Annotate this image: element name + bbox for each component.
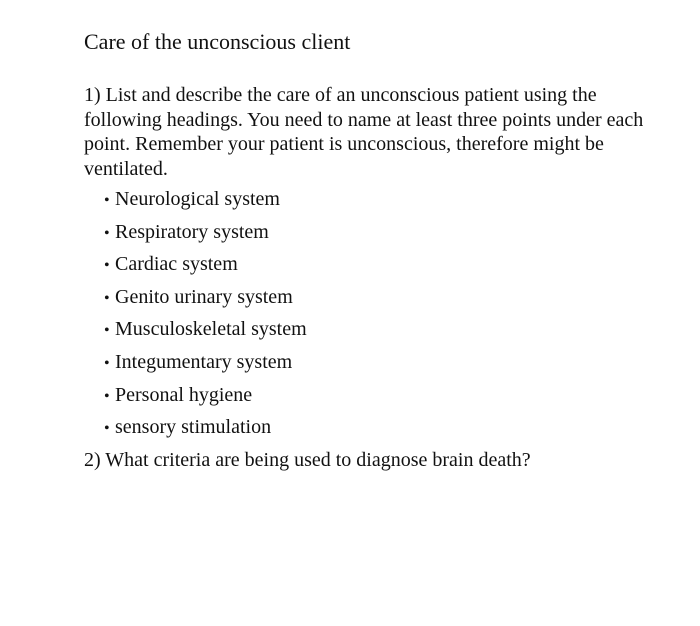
list-item-label: sensory stimulation	[115, 416, 272, 439]
bullet-icon: •	[104, 257, 110, 275]
list-item	[104, 380, 644, 413]
bullet-icon: •	[104, 192, 110, 209]
headings-list	[84, 184, 644, 445]
list-item	[104, 314, 644, 347]
list-item-label: Personal hygiene	[115, 383, 253, 406]
list-item-label: Musculoskeletal system	[115, 318, 307, 341]
document-page	[84, 27, 644, 475]
bullet-icon: •	[104, 387, 110, 405]
list-item-label: Cardiac system	[115, 253, 238, 276]
list-item	[104, 249, 644, 282]
bullet-icon: •	[104, 354, 110, 372]
list-item	[104, 347, 644, 380]
bullet-icon: •	[104, 224, 110, 242]
list-item-label: Respiratory system	[115, 220, 269, 243]
question-2: 2) What criteria are being used to diagnose brain death?	[84, 448, 531, 471]
bullet-icon: •	[104, 289, 110, 307]
list-item-label: Neurological system	[115, 188, 280, 210]
list-item-label: Integumentary system	[115, 350, 293, 373]
list-item	[104, 412, 644, 445]
list-item	[104, 217, 644, 250]
bullet-icon: •	[104, 420, 110, 438]
document-title: Care of the unconscious client	[84, 29, 351, 54]
list-item-label: Genito urinary system	[115, 285, 293, 308]
list-item	[104, 184, 644, 217]
question-1: 1) List and describe the care of an unconscious patient using the following headings. You need to name at least three points under each point. Remember your patient is unconscious, therefore might be ventilated.	[84, 84, 644, 180]
list-item	[104, 282, 644, 315]
bullet-icon: •	[104, 322, 110, 340]
